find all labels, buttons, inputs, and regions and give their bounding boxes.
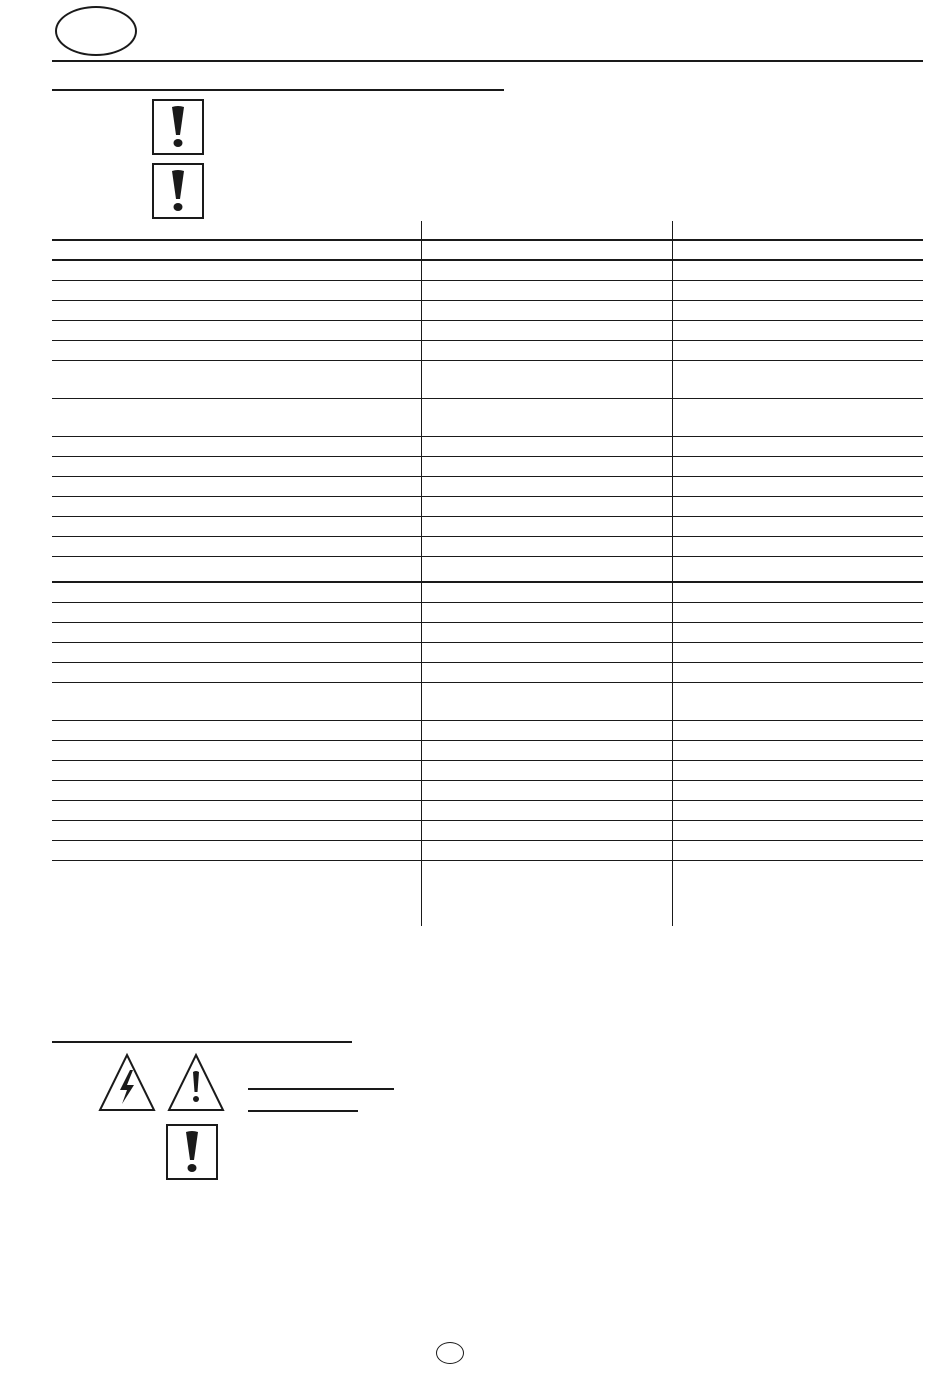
table-row: [52, 821, 923, 841]
column-divider-1: [421, 221, 422, 926]
table-row: [52, 497, 923, 517]
language-badge: [55, 6, 137, 56]
warning-box-2: [152, 163, 204, 219]
spec-table: [52, 221, 923, 861]
table-row: [52, 781, 923, 801]
header-rule: [52, 60, 923, 62]
table-row: [52, 537, 923, 557]
section1-title-rule: [52, 89, 504, 91]
table-row: [52, 623, 923, 643]
table-header-row: [52, 221, 923, 241]
table-row: [52, 721, 923, 741]
page-number-badge: [436, 1342, 464, 1364]
warning-heading-rule-2: [248, 1110, 358, 1112]
table-row: [52, 583, 923, 603]
table-row: [52, 361, 923, 399]
table-row: [52, 437, 923, 457]
caution-triangle-icon: [166, 1052, 226, 1112]
table-row: [52, 399, 923, 437]
electric-hazard-icon: [97, 1052, 157, 1112]
table-row: [52, 741, 923, 761]
warning-heading-rule-1: [248, 1088, 394, 1090]
table-body: [52, 241, 923, 861]
exclamation-icon: [181, 1130, 203, 1174]
table-row: [52, 281, 923, 301]
table-row: [52, 603, 923, 623]
table-row: [52, 841, 923, 861]
table-row: [52, 643, 923, 663]
table-row: [52, 301, 923, 321]
table-row: [52, 457, 923, 477]
table-row: [52, 477, 923, 497]
table-row: [52, 801, 923, 821]
table-row: [52, 517, 923, 537]
table-row: [52, 261, 923, 281]
table-row: [52, 761, 923, 781]
warning-box-3: [166, 1124, 218, 1180]
table-row: [52, 321, 923, 341]
table-row: [52, 557, 923, 583]
warning-box-1: [152, 99, 204, 155]
section2-title-rule: [52, 1041, 352, 1043]
exclamation-icon: [167, 169, 189, 213]
column-divider-2: [672, 221, 673, 926]
exclamation-icon: [167, 105, 189, 149]
table-row: [52, 241, 923, 261]
table-row: [52, 341, 923, 361]
table-row: [52, 663, 923, 683]
table-row: [52, 683, 923, 721]
